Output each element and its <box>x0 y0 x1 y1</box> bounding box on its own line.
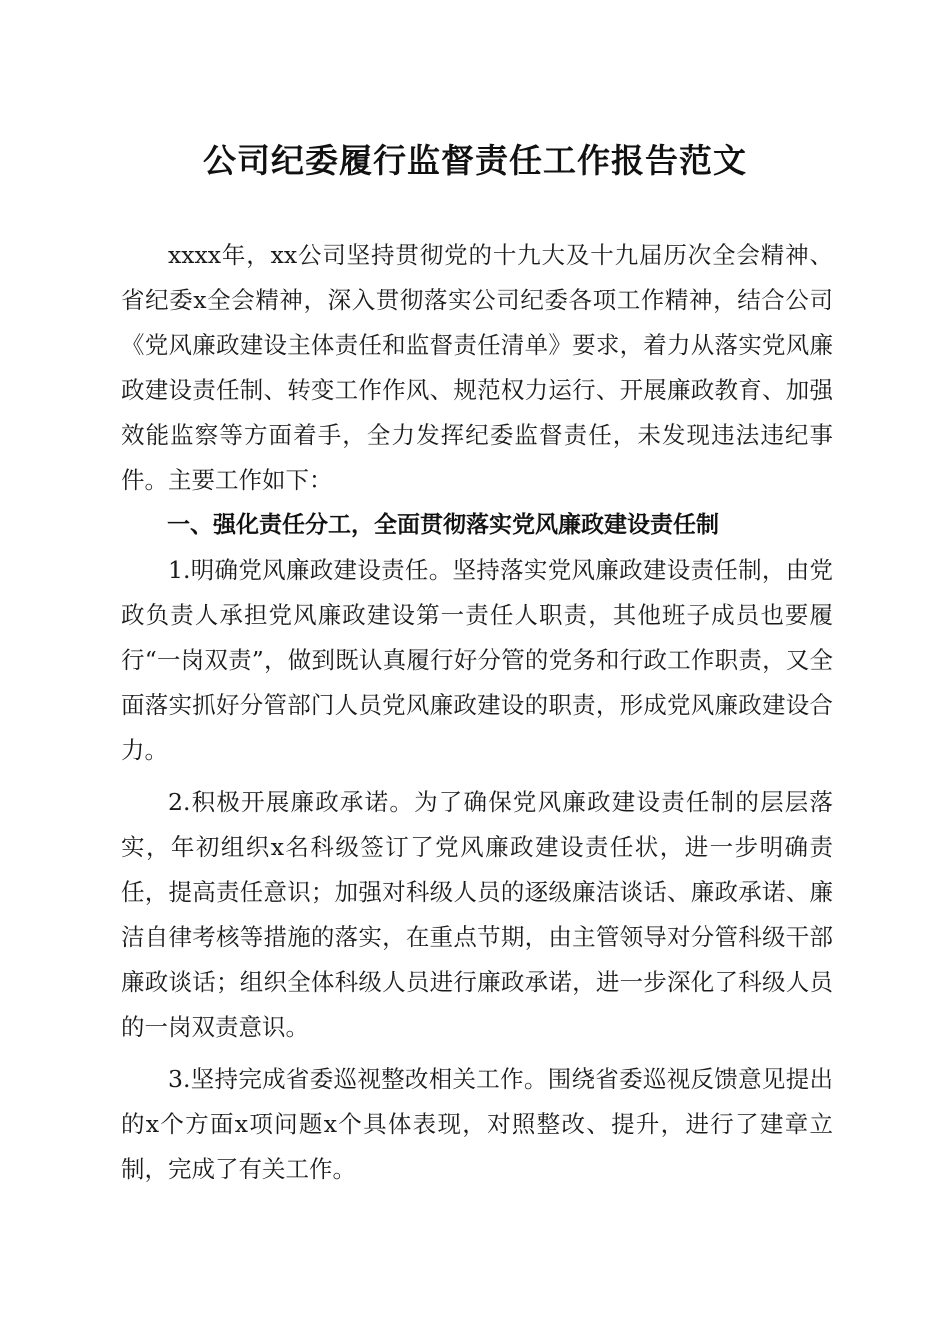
section-1-item-1: 1.明确党风廉政建设责任。坚持落实党风廉政建设责任制，由党政负责人承担党风廉政建设第一责任人职责，其他班子成员也要履行“一岗双责”，做到既认真履行好分管的党务和行政工作职责，又全面落实抓好分管部门人员党风廉政建设的职责，形成党风廉政建设合力。 <box>121 556 833 764</box>
document-title: 公司纪委履行监督责任工作报告范文 <box>203 141 747 180</box>
section-1-item-3: 3.坚持完成省委巡视整改相关工作。围绕省委巡视反馈意见提出的x个方面x项问题x个具体表现，对照整改、提升，进行了建章立制，完成了有关工作。 <box>121 1065 833 1183</box>
document-body <box>121 233 833 1192</box>
intro-paragraph: xxxx年，xx公司坚持贯彻党的十九大及十九届历次全会精神、省纪委x全会精神，深入贯彻落实公司纪委各项工作精神，结合公司《党风廉政建设主体责任和监督责任清单》要求，着力从落实党风廉政建设责任制、转变工作作风、规范权力运行、开展廉政教育、加强效能监察等方面着手，全力发挥纪委监督责任，未发现违法违纪事件。主要工作如下： <box>121 241 833 494</box>
section-1-heading: 一、强化责任分工，全面贯彻落实党风廉政建设责任制 <box>167 512 719 538</box>
section-1-item-2: 2.积极开展廉政承诺。为了确保党风廉政建设责任制的层层落实，年初组织x名科级签订了党风廉政建设责任状，进一步明确责任，提高责任意识；加强对科级人员的逐级廉洁谈话、廉政承诺、廉洁自律考核等措施的落实，在重点节期，由主管领导对分管科级干部廉政谈话；组织全体科级人员进行廉政承诺，进一步深化了科级人员的一岗双责意识。 <box>121 788 833 1041</box>
